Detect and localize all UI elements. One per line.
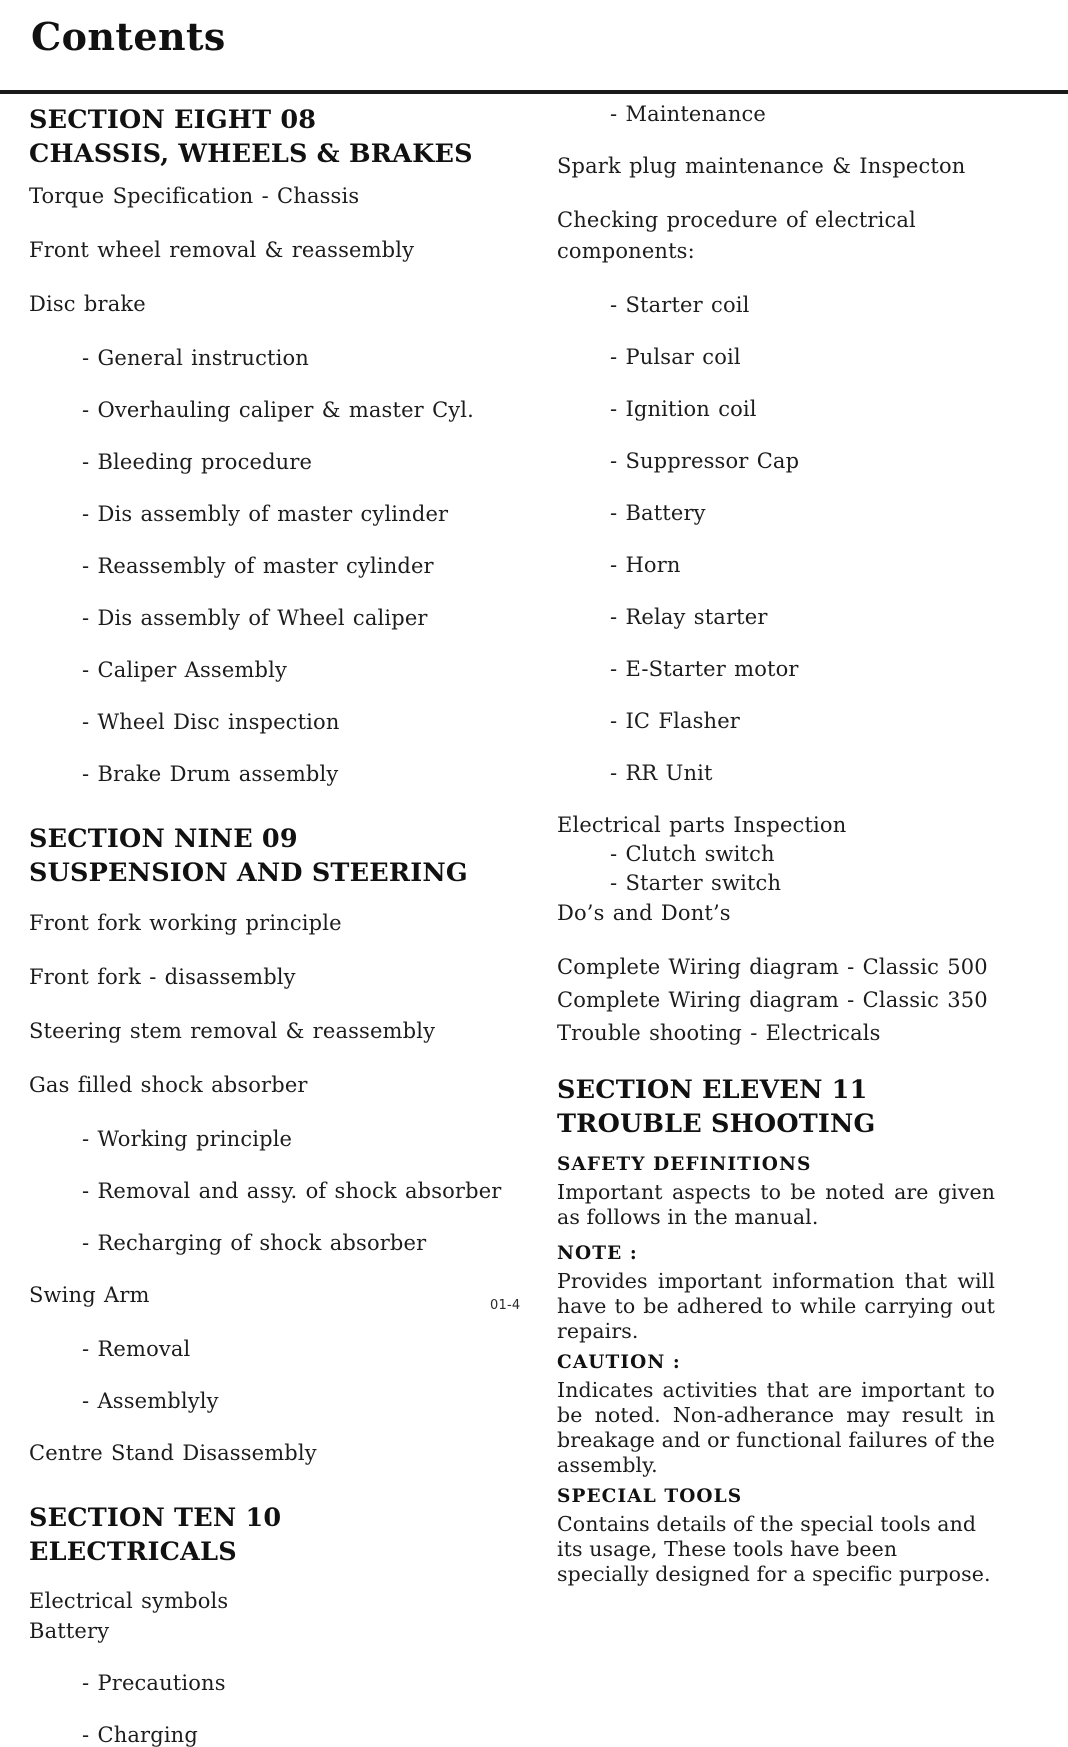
toc-entry[interactable]: components: [557,239,695,263]
spacer [29,1612,529,1621]
spacer [29,1042,529,1075]
toc-entry[interactable]: - Assemblyly [82,1388,219,1413]
spacer [29,261,529,294]
caution-body: Indicates activities that are important to be noted. Non-adherance may result in breakage and or functional failures of the assembly. [557,1378,995,1478]
note-body: Provides important information that will have to be adhered to while carrying out repairs. [557,1269,995,1344]
toc-entry[interactable]: Electrical parts Inspection [557,813,847,837]
spacer [557,1230,998,1242]
spacer [557,1478,998,1485]
toc-entry[interactable]: - Caliper Assembly [82,657,287,682]
toc-entry[interactable]: - Dis assembly of master cylinder [82,501,449,526]
special-tools-heading: SPECIAL TOOLS [557,1486,743,1508]
toc-entry[interactable]: Spark plug maintenance & Inspecton [557,154,966,178]
spacer [29,1412,529,1443]
spacer [29,1306,529,1339]
toc-entry[interactable]: - Wheel Disc inspection [82,709,340,734]
toc-entry[interactable]: - Horn [610,553,681,577]
section-heading-line: SECTION EIGHT 08 [29,105,317,135]
toc-entry[interactable]: Battery [29,1619,110,1644]
left-column [29,104,529,1746]
spacer [29,1694,529,1725]
toc-entry[interactable]: - Reassembly of master cylinder [82,553,434,578]
spacer [557,316,998,347]
toc-entry[interactable]: - Dis assembly of Wheel caliper [82,605,428,630]
section-heading-line: SECTION TEN 10 [29,1502,282,1533]
spacer [29,369,529,400]
safety-definitions-body: Important aspects to be noted are given as follows in the manual. [557,1179,995,1229]
note-heading: NOTE : [557,1242,638,1264]
spacer [29,1569,529,1591]
toc-entry[interactable]: - Battery [610,501,706,525]
toc-entry[interactable]: Gas filled shock absorber [29,1072,308,1097]
spacer [29,1464,529,1502]
spacer [557,628,998,659]
spacer [557,177,998,210]
toc-entry[interactable]: Front wheel removal & reassembly [29,237,415,262]
spacer [557,924,998,957]
toc-entry[interactable]: - Removal [82,1336,191,1361]
toc-entry[interactable]: - Pulsar coil [610,345,741,369]
spacer [29,934,529,967]
toc-entry[interactable]: - Starter switch [610,871,782,895]
safety-definitions-heading: SAFETY DEFINITIONS [557,1153,812,1175]
toc-entry[interactable]: Centre Stand Disassembly [29,1440,317,1465]
toc-entry[interactable]: Disc brake [29,291,146,316]
spacer [29,1360,529,1391]
toc-entry[interactable]: Swing Arm [29,1282,150,1307]
section-heading-line: ELECTRICALS [29,1536,237,1567]
toc-entry[interactable]: Complete Wiring diagram - Classic 350 [557,988,988,1012]
special-tools-body: Contains details of the special tools and its usage, These tools have been specially designed for a specific purpose. [557,1512,991,1587]
spacer [557,1044,998,1074]
section-heading-line: SECTION ELEVEN 11 [557,1075,868,1105]
spacer [29,473,529,504]
toc-entry[interactable]: - Maintenance [610,102,767,126]
section-heading-line: SECTION NINE 09 [29,823,298,854]
page-number: 01-4 [490,1298,521,1313]
toc-entry[interactable]: - Ignition coil [610,397,757,421]
spacer [29,1096,529,1129]
toc-entry[interactable]: Complete Wiring diagram - Classic 500 [557,955,988,979]
section-heading-line: TROUBLE SHOOTING [557,1108,876,1139]
caution-heading: CAUTION : [557,1352,681,1374]
spacer [557,732,998,763]
page-title: Contents [31,14,226,59]
toc-entry[interactable]: - Overhauling caliper & master Cyl. [82,397,474,422]
spacer [557,1344,998,1351]
spacer [557,1142,998,1153]
section-heading-line: SUSPENSION AND STEERING [29,857,468,888]
spacer [557,262,998,295]
spacer [557,784,998,815]
toc-entry[interactable]: - General instruction [82,345,309,370]
spacer [29,1150,529,1181]
spacer [29,207,529,240]
toc-entry[interactable]: Front fork working principle [29,910,342,935]
toc-entry[interactable]: - IC Flasher [610,709,740,733]
spacer [29,681,529,712]
spacer [29,891,529,913]
toc-entry[interactable]: - Working principle [82,1126,293,1151]
spacer [29,785,529,823]
spacer [557,680,998,711]
spacer [29,629,529,660]
section-heading-eight [29,104,529,172]
toc-entry[interactable]: Steering stem removal & reassembly [29,1018,436,1043]
spacer [29,733,529,764]
toc-entry[interactable]: - Starter coil [610,293,750,317]
spacer [557,125,998,156]
section-heading-eleven [557,1074,998,1142]
toc-entry[interactable]: Do’s and Dont’s [557,901,731,925]
section-heading-nine [29,823,529,891]
toc-entry[interactable]: - Recharging of shock absorber [82,1230,427,1255]
spacer [29,1254,529,1285]
header-divider [0,90,1068,94]
toc-entry[interactable]: - Removal and assy. of shock absorber [82,1178,502,1203]
section-heading-line: CHASSIS, WHEELS & BRAKES [29,138,473,169]
spacer [29,1642,529,1673]
spacer [29,577,529,608]
toc-entry[interactable]: Torque Specification - Chassis [29,183,360,208]
spacer [557,576,998,607]
toc-entry[interactable]: - Clutch switch [610,842,775,866]
toc-entry[interactable]: - Bleeding procedure [82,449,313,474]
spacer [557,524,998,555]
toc-entry[interactable]: - Precautions [82,1671,226,1696]
toc-entry[interactable]: - E-Starter motor [610,657,799,681]
toc-entry[interactable]: Checking procedure of electrical [557,208,916,232]
toc-entry[interactable]: - Relay starter [610,605,768,629]
toc-entry[interactable]: - Charging [82,1723,198,1747]
toc-entry[interactable]: - Brake Drum assembly [82,761,339,786]
toc-entry[interactable]: - RR Unit [610,761,713,785]
right-column [557,104,998,1587]
page-header [0,0,1068,94]
spacer [29,1202,529,1233]
spacer [557,368,998,399]
toc-entry[interactable]: Front fork - disassembly [29,964,296,989]
spacer [557,420,998,451]
spacer [29,421,529,452]
spacer [557,472,998,503]
spacer [29,525,529,556]
toc-entry[interactable]: Trouble shooting - Electricals [557,1021,881,1045]
section-heading-ten [29,1502,529,1570]
toc-entry[interactable]: - Suppressor Cap [610,449,800,473]
spacer [29,315,529,348]
spacer [29,988,529,1021]
toc-entry[interactable]: Electrical symbols [29,1589,229,1614]
